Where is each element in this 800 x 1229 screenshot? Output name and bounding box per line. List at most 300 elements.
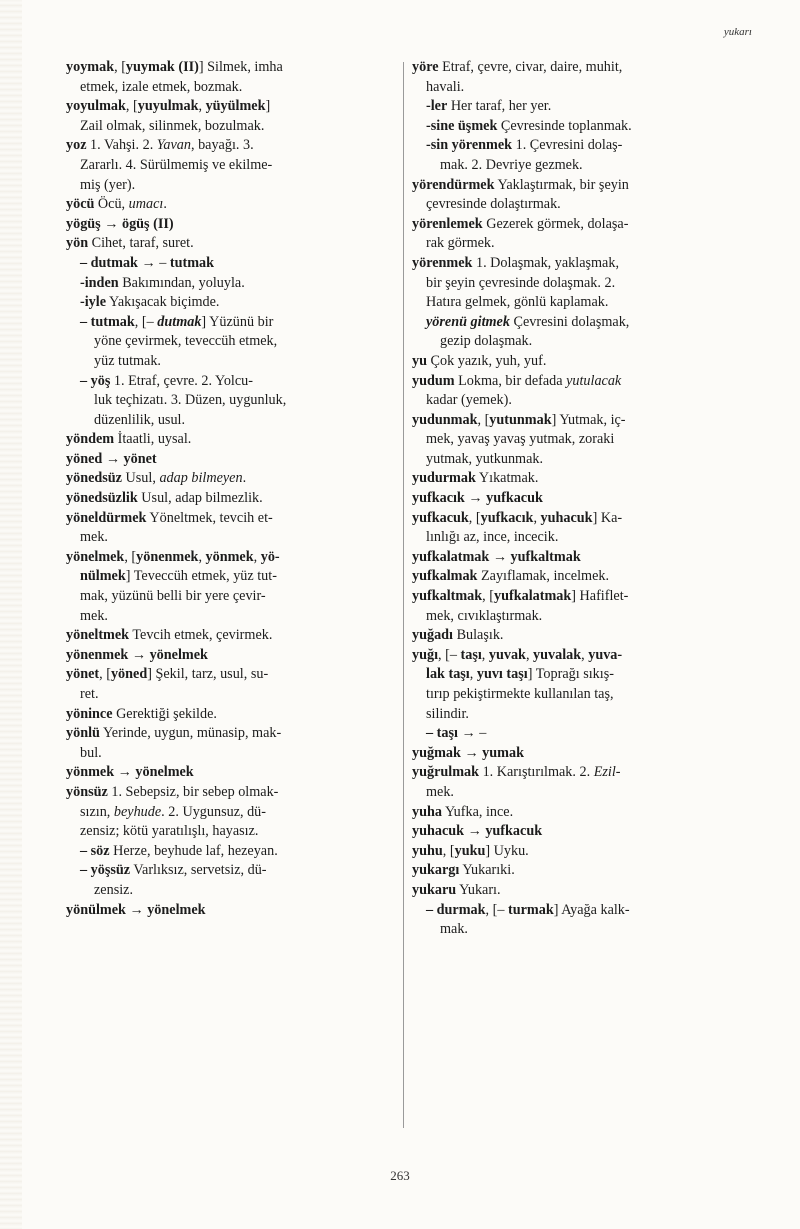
entry-yondem [66,430,394,450]
entry-line [66,803,394,823]
left-column [66,58,394,920]
definition-text: ] Yutmak, iç- [551,411,626,428]
headword: yöned [66,450,103,467]
definition-text: , [– [485,901,508,918]
headword: yörendürmek [412,176,495,193]
italic-term: beyhude [113,803,162,820]
entry-yore-sin [412,136,738,175]
headword: yoyulmak [66,98,126,115]
headword: yöneldürmek [66,509,147,526]
entry-line [66,548,394,568]
entry-line [66,234,394,254]
headword: yuvalak [533,646,582,663]
entry-line [412,842,738,862]
definition-text: zensiz. [94,881,133,898]
entry-yuhacuk [412,822,738,842]
definition-text: , [ [124,548,137,565]
definition-text: . 2. Uygunsuz, dü- [161,803,266,820]
entry-line [80,274,394,294]
definition-text: , [198,98,206,115]
entry-line [66,763,394,783]
headword: yönelmek [135,764,194,781]
entry-line [412,293,738,313]
entry-line [412,274,738,294]
italic-term: yutulacak [566,372,622,389]
headword: yön [66,235,89,252]
entry-yorenu [412,313,738,352]
definition-text: ] Hafiflet- [571,588,629,605]
definition-text: ] Ayağa kalk- [553,901,630,918]
headword: turmak [508,901,554,918]
definition-text: , [253,548,261,565]
entry-line [412,803,738,823]
entry-line [80,254,394,274]
definition-text: Yıkatmak. [475,470,539,487]
entry-line [66,587,394,607]
entry-line [80,313,394,333]
headword: yudum [412,372,455,389]
entry-line [412,705,738,725]
definition-text: Tevcih etmek, çevirmek. [129,627,273,644]
entry-line [66,58,394,78]
entry-line [80,352,394,372]
definition-text: , [ [468,509,481,526]
headword: yönenmek [66,646,129,663]
definition-text: Yufka, ince. [441,803,514,820]
headword: taşı [460,646,482,663]
definition-text: , [– [438,646,461,663]
definition-text: , [469,666,477,683]
definition-text: mek, yavaş yavaş yutmak, zoraki [426,431,615,448]
headword: yufkalmak [412,568,478,585]
headword: yönmek [66,764,115,781]
headword: nülmek [80,568,126,585]
definition-text: yüz tutmak. [94,352,161,369]
entry-line [426,117,738,137]
definition-text: 1. Etraf, çevre. 2. Yolcu- [110,372,253,389]
entry-line [80,881,394,901]
headword: yuyulmak [137,98,199,115]
headword: – yöşsüz [80,862,131,879]
italic-term: Ezil- [593,764,621,781]
entry-line [412,58,738,78]
entry-yoymak [66,58,394,97]
definition-text: luk teçhizatı. 3. Düzen, uygunluk, [94,392,287,409]
headword: yumak [482,744,524,761]
entry-line [412,881,738,901]
definition-text: mek. [80,607,108,624]
definition-text: Usul, [121,470,160,487]
definition-text: Lokma, bir defada [454,372,567,389]
entry-line [412,215,738,235]
headword: – yöş [80,372,111,389]
entry-line [80,861,394,881]
entry-line [66,744,394,764]
definition-text: mek. [426,783,454,800]
entry-yudunmak [412,411,738,470]
headword: yönülmek [66,901,126,918]
definition-text: bul. [80,744,102,761]
definition-text: etmek, izale etmek, bozmak. [80,78,243,95]
definition-text: → [102,450,124,467]
definition-text: sızın, [80,803,114,820]
entry-yufkalatmak [412,548,738,568]
headword: – durmak [426,901,486,918]
definition-text: ] Silmek, imha [198,59,283,75]
entry-line [66,509,394,529]
definition-text: Etraf, çevre, civar, daire, muhit, [438,59,623,75]
definition-text: . [242,470,247,487]
entry-yudum [412,372,738,411]
headword: yönedsüzlik [66,490,138,507]
entry-line [80,332,394,352]
definition-text: Öcü, [94,196,129,213]
entry-line [412,548,738,568]
entry-yoned [66,450,394,470]
definition-text: , [ [99,666,111,683]
entry-yogus [66,215,394,235]
headword: yönmek [205,548,254,565]
entry-line [80,411,394,431]
definition-text: Yöneltmek, tevcih et- [146,509,273,526]
headword: yudunmak [412,411,478,428]
entry-line [412,469,738,489]
entry-yonenmek [66,646,394,666]
entry-yufkaltmak [412,587,738,626]
entry-yugi [412,646,738,724]
definition-text: mek. [80,529,108,546]
headword: yuku [454,842,486,859]
headword: yuvı taşı [476,666,528,683]
headword: yö- [260,548,280,565]
headword: yuğrulmak [412,764,480,781]
entry-line [66,156,394,176]
entry-line [66,567,394,587]
entry-yoyulmak [66,97,394,136]
headword: yönelmek [149,646,208,663]
definition-text: ] Uyku. [485,842,529,859]
entry-line [66,901,394,921]
headword: yönelmek [66,548,125,565]
entry-line [412,254,738,274]
entry-line [412,430,738,450]
headword: yüyülmek [205,98,266,115]
entry-yufkacik [412,489,738,509]
entry-yugadi [412,626,738,646]
definition-text: , bayağı. 3. [190,137,254,154]
entry-line [412,607,738,627]
entry-yudurmak [412,469,738,489]
entry-yoz [66,136,394,195]
definition-text: ] Toprağı sıkış- [527,666,614,683]
headword: yufkacık [480,509,534,526]
headword: yuhacuk [412,823,465,840]
italic-term: Yavan [156,137,191,154]
headword: -iyle [80,294,106,311]
entry-yugi-tasi [412,724,738,744]
definition-text: → – [457,725,487,742]
definition-text: yutmak, yutkunmak. [426,450,544,467]
headword: yutunmak [489,411,552,428]
definition-text: miş (yer). [80,176,136,193]
definition-text: Çevresini dolaşmak, [509,313,630,330]
entry-line [66,78,394,98]
headword: yufkacuk [412,509,469,526]
definition-text: zensiz; kötü yaratılışlı, hayasız. [80,823,259,840]
entry-yonlu [66,724,394,763]
headword: yuğadı [412,627,454,644]
headword: yuvak [488,646,526,663]
headword: yuymak (II) [125,59,199,75]
entry-line [66,97,394,117]
entry-yonedsuz [66,469,394,489]
definition-text: Yaklaştırmak, bir şeyin [494,176,629,193]
entry-yonulmek [66,901,394,921]
headword: yörenlemek [412,215,483,232]
definition-text: Yakışacak biçimde. [106,294,220,311]
headword: – tutmak [80,313,135,330]
headword: yönet [66,666,100,683]
entry-line [412,783,738,803]
headword: yufkalatmak [412,548,490,565]
entry-yon-iyle [66,293,394,313]
entry-yoneltmek [66,626,394,646]
entry-yore [412,58,738,97]
definition-text: 1. Karıştırılmak. 2. [479,764,594,781]
definition-text: Herze, beyhude laf, hezeyan. [109,842,278,859]
definition-text: . [163,196,167,213]
headword: yönlü [66,725,100,742]
definition-text: Cihet, taraf, suret. [88,235,194,252]
definition-text: Her taraf, her yer. [447,98,552,115]
definition-text: tırıp pekiştirmekte kullanılan taş, [426,686,614,702]
italic-term: umacı [128,196,164,213]
entry-yuhu [412,842,738,862]
definition-text: , [ [477,411,490,428]
entry-line [66,489,394,509]
headword: yufkacık [412,490,465,507]
headword: yögüş [66,215,101,232]
entry-line [66,646,394,666]
headword: yuğmak [412,744,461,761]
definition-text: , [533,509,541,526]
definition-text: → [489,548,511,565]
entry-line [66,430,394,450]
entry-yoneldurmek [66,509,394,548]
headword: yuğı [412,646,439,663]
entry-yonet [66,665,394,704]
definition-text: Çevresinde toplanmak. [497,117,632,134]
entry-line [412,195,738,215]
headword: ögüş (II) [121,215,174,232]
entry-line [412,78,738,98]
headword: yoymak [66,59,115,75]
page-number: 263 [390,1168,410,1183]
definition-text: silindir. [426,705,469,722]
entry-line [412,450,738,470]
entry-yonsuz [66,783,394,842]
entry-line [412,352,738,372]
headword: yönsüz [66,783,108,800]
definition-text: → [114,764,136,781]
entry-yukargi [412,861,738,881]
definition-text: 1. Çevresini dolaş- [512,137,623,154]
headword: yufkaltmak [510,548,581,565]
entry-line [66,685,394,705]
headword: -inden [80,274,119,291]
headword: yönenmek [136,548,199,565]
definition-text: → – [137,254,170,271]
definition-text: Zararlı. 4. Sürülmemiş ve ekilme- [80,156,273,173]
right-column [412,58,738,940]
entry-line [80,293,394,313]
entry-line [426,313,738,333]
entry-line [412,646,738,666]
definition-text: , [198,548,206,565]
headword: yöneltmek [66,627,130,644]
entry-line [66,626,394,646]
definition-text: , [ [114,59,126,75]
entry-yorendurmek [412,176,738,215]
page-edge-scan-noise [0,0,22,1229]
entry-line [412,822,738,842]
entry-line [412,665,738,685]
definition-text: , [525,646,534,663]
definition-text: mek, cıvıklaştırmak. [426,607,543,624]
headword: yöned [110,666,148,683]
entry-line [412,176,738,196]
definition-text: → [128,646,150,663]
headword: yuhacuk [540,509,593,526]
entry-yufkalmak [412,567,738,587]
entry-line [80,842,394,862]
entry-yugrulmak [412,763,738,802]
entry-yu [412,352,738,372]
definition-text: Yukarı. [456,881,501,898]
entry-yorenmek [412,254,738,313]
definition-text: ] Ka- [592,509,623,526]
headword: yönelmek [147,901,206,918]
headword: yufkacuk [485,823,543,840]
entry-yugmak [412,744,738,764]
entry-line [412,744,738,764]
definition-text: mak, yüzünü belli bir yere çevir- [80,588,266,605]
definition-text: ret. [80,686,99,702]
headword: yukaru [412,881,457,898]
headword: yufkalatmak [494,588,572,605]
entry-line [412,861,738,881]
definition-text: → [460,744,483,761]
definition-text: 1. Vahşi. 2. [86,137,157,154]
definition-text: , [– [134,313,158,330]
definition-text: Yukarıki. [459,862,515,879]
entry-yukaru-durmak [412,901,738,940]
headword: yönedsüz [66,470,122,487]
headword: yoz [66,137,87,154]
definition-text: → [464,490,487,507]
definition-text: 1. Dolaşmak, yaklaşmak, [472,254,619,271]
entry-line [412,411,738,431]
italic-term: adap bilmeyen [159,470,243,487]
entry-line [66,195,394,215]
definition-text: Hatıra gelmek, gönlü kaplamak. [426,294,609,311]
entry-line [412,509,738,529]
entry-line [80,391,394,411]
definition-text: Bakımından, yoluyla. [118,274,245,291]
entry-line [66,469,394,489]
definition-text: Yerinde, uygun, münasip, mak- [99,725,282,742]
entry-line [412,587,738,607]
entry-yonince [66,705,394,725]
entry-line [426,332,738,352]
definition-text: , [ [125,98,138,115]
entry-yon-inden [66,274,394,294]
definition-text: çevresinde dolaştırmak. [426,196,561,213]
definition-text: ] Şekil, tarz, usul, su- [147,666,269,683]
headword: yu [412,352,427,369]
entry-line [66,117,394,137]
definition-text: Gezerek görmek, dolaşa- [482,215,629,232]
entry-line [426,97,738,117]
entry-line [66,450,394,470]
headword: yuva- [588,646,623,663]
headword: tutmak [169,254,215,271]
headword: yöcü [66,196,95,213]
entry-yorenlemek [412,215,738,254]
entry-yon-yos [66,372,394,431]
definition-text: ] [265,98,271,115]
definition-text: Zail olmak, silinmek, bozulmak. [80,117,265,134]
entry-line [426,156,738,176]
entry-yonmek [66,763,394,783]
entry-line [66,607,394,627]
definition-text: , [581,646,589,663]
headword: yukargı [412,862,460,879]
definition-text: ] Yüzünü bir [201,313,274,330]
entry-yore-ler [412,97,738,117]
definition-text: ] Teveccüh etmek, yüz tut- [125,568,277,585]
entry-line [426,724,738,744]
entry-yukaru [412,881,738,901]
headword: yuhu [412,842,443,859]
entry-yuha [412,803,738,823]
headword: – taşı [426,725,458,742]
definition-text: Bulaşık. [453,627,504,644]
entry-line [412,234,738,254]
definition-text: düzenlilik, usul. [94,411,186,428]
definition-text: yöne çevirmek, teveccüh etmek, [94,333,278,350]
headword: – dutmak [80,254,138,271]
entry-line [412,763,738,783]
entry-line [412,528,738,548]
headword: lak taşı [426,666,470,683]
italic-term: dutmak [157,313,202,330]
definition-text: bir şeyin çevresinde dolaşmak. 2. [426,274,616,291]
entry-yore-sine [412,117,738,137]
definition-text: , [481,646,489,663]
definition-text: havali. [426,78,465,95]
definition-text: Usul, adap bilmezlik. [137,490,263,507]
entry-line [66,705,394,725]
entry-yon [66,234,394,254]
entry-line [426,920,738,940]
entry-yufkacuk [412,509,738,548]
entry-yon-dutmak [66,254,394,274]
definition-text: , [ [442,842,455,859]
definition-text: İtaatli, uysal. [114,431,192,448]
headword: -sin yörenmek [426,137,513,154]
italic-term: yörenü gitmek [426,313,510,330]
